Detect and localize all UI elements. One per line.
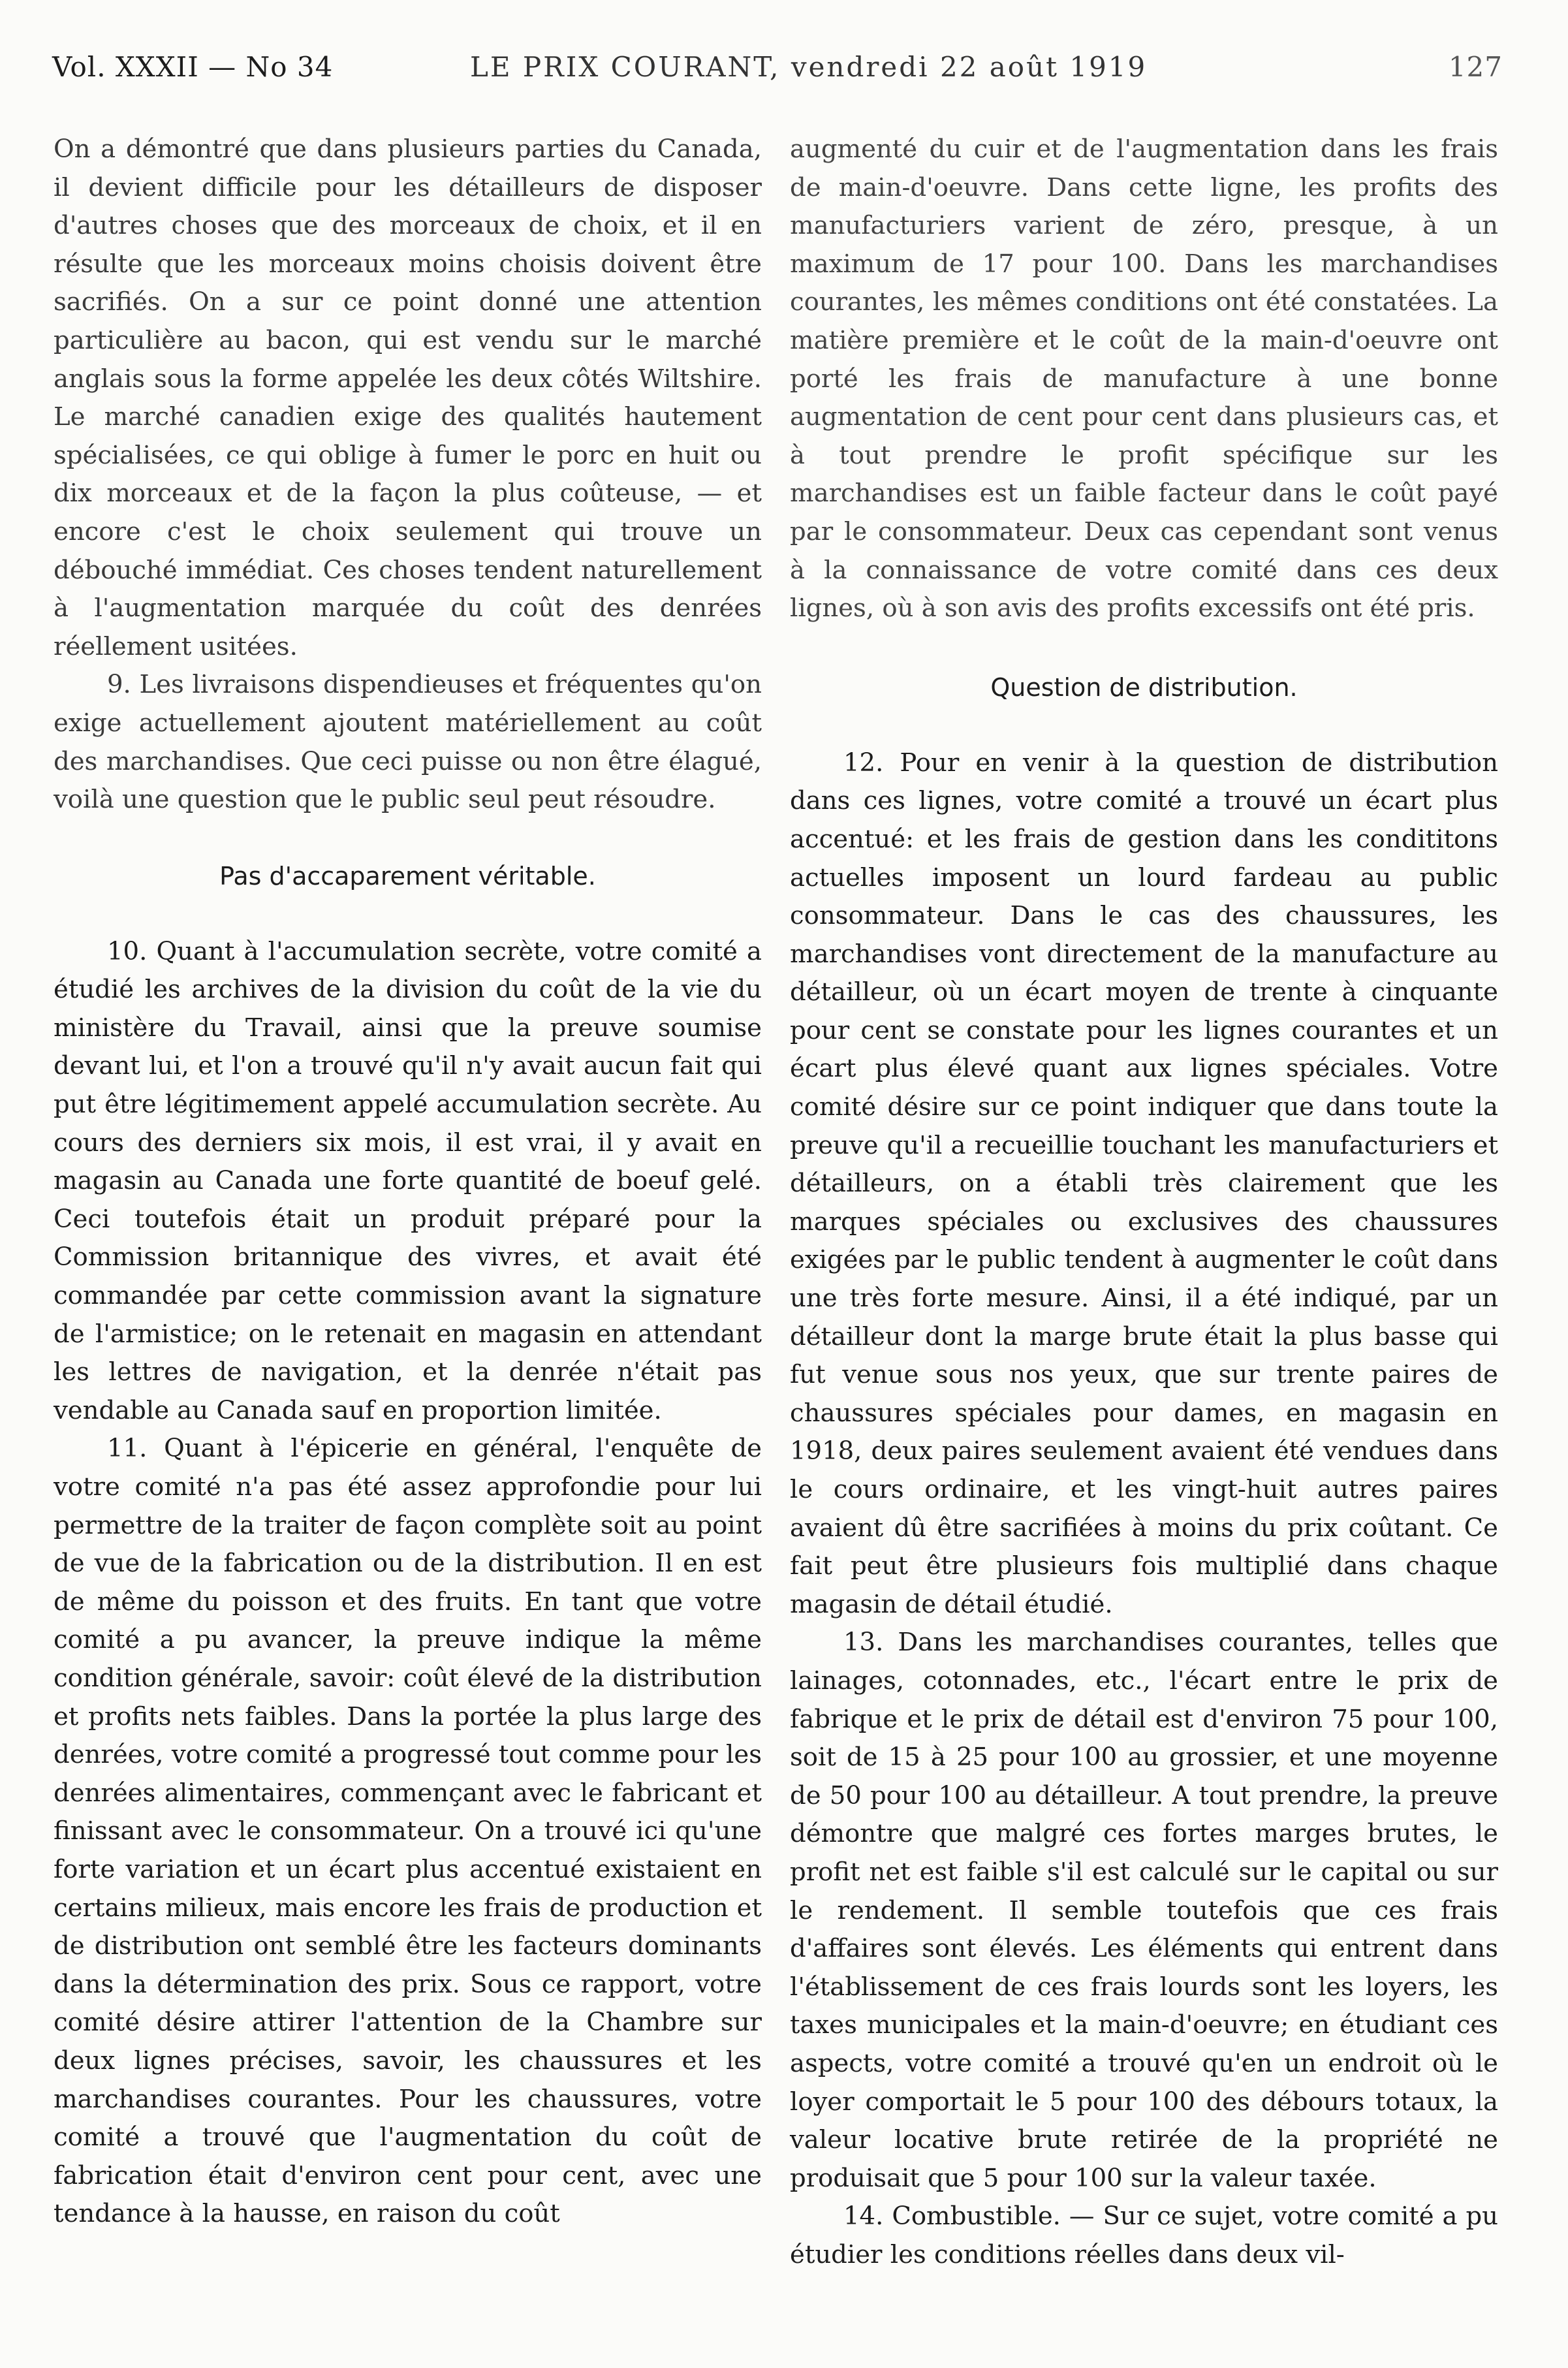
- page-number: 127: [1448, 51, 1503, 83]
- paragraph-12: 12. Pour en venir à la question de distribution dans ces lignes, votre comité a trouvé un écart plus accentué: et les frais de gestion dans les condititons actuelles imposent un lourd fardeau au public consommateur. Dans le cas des chaussures, les marchandises vont directement de la manufacture au détailleur, où un écart moyen de trente à cinquante pour cent se constate pour les lignes courantes et un écart plus élevé quant aux lignes spéciales. Votre comité désire sur ce point indiquer que dans toute la preuve qu'il a recueillie touchant les manufacturiers et détailleurs, on a établi très clairement que les marques spéciales ou exclusives des chaussures exigées par le public tendent à augmenter le coût dans une très forte mesure. Ainsi, il a été indiqué, par un détailleur dont la marge brute était la plus basse qui fut venue sous nos yeux, que sur trente paires de chaussures spéciales pour dames, en magasin en 1918, deux paires seulement avaient été vendues dans le cours ordinaire, et les vingt-huit autres paires avaient dû être sacrifiées à moins du prix coûtant. Ce fait peut être plusieurs fois multiplié dans chaque magasin de détail étudié.: [790, 748, 1498, 1619]
- page-header: [52, 51, 1503, 97]
- right-column: [790, 131, 1498, 2274]
- paragraph-14: 14. Combustible. — Sur ce sujet, votre comité a pu étudier les conditions réelles dans deux vil-: [790, 2202, 1498, 2269]
- volume-number: Vol. XXXII — No 34: [52, 51, 334, 83]
- paragraph-continued: augmenté du cuir et de l'augmentation dans les frais de main-d'oeuvre. Dans cette ligne, les profits des manufacturiers varient de zéro, presque, à un maximum de 17 pour 100. Dans les marchandises courantes, les mêmes conditions ont été constatées. La matière première et le coût de la main-d'oeuvre ont porté les frais de manufacture à une bonne augmentation de cent pour cent dans plusieurs cas, et à tout prendre le profit spécifique sur les marchandises est un faible facteur dans le coût payé par le consommateur. Deux cas cependant sont venus à la connaissance de votre comité dans ces deux lignes, où à son avis des profits excessifs ont été pris.: [790, 134, 1498, 624]
- left-column: [54, 131, 762, 2234]
- running-title: LE PRIX COURANT, vendredi 22 août 1919: [470, 51, 1148, 83]
- paragraph-11: 11. Quant à l'épicerie en général, l'enquête de votre comité n'a pas été assez approfondie pour lui permettre de la traiter de façon complète soit au point de vue de la fabrication ou de la distribution. Il en est de même du poisson et des fruits. En tant que votre comité a pu avancer, la preuve indique la même condition générale, savoir: coût élevé de la distribution et profits nets faibles. Dans la portée la plus large des denrées, votre comité a progressé tout comme pour les denrées alimentaires, commençant avec le fabricant et finissant avec le consommateur. On a trouvé ici qu'une forte variation et un écart plus accentué existaient en certains milieux, mais encore les frais de production et de distribution ont semblé être les facteurs dominants dans la détermination des prix. Sous ce rapport, votre comité désire attirer l'attention de la Chambre sur deux lignes précises, savoir, les chaussures et les marchandises courantes. Pour les chaussures, votre comité a trouvé que l'augmentation du coût de fabrication était d'environ cent pour cent, avec une tendance à la hausse, en raison du coût: [54, 1434, 762, 2229]
- paragraph-10: 10. Quant à l'accumulation secrète, votre comité a étudié les archives de la division du coût de la vie du ministère du Travail, ainsi que la preuve soumise devant lui, et l'on a trouvé qu'il n'y avait aucun fait qui put être légitimement appelé accumulation secrète. Au cours des derniers six mois, il est vrai, il y avait en magasin au Canada une forte quantité de boeuf gelé. Ceci toutefois était un produit préparé pour la Commission britannique des vivres, et avait été commandée par cette commission avant la signature de l'armistice; on le retenait en magasin en attendant les lettres de navigation, et la denrée n'était pas vendable au Canada sauf en proportion limitée.: [54, 936, 762, 1425]
- section-heading-distribution: Question de distribution.: [990, 672, 1298, 702]
- paragraph-intro: On a démontré que dans plusieurs parties du Canada, il devient difficile pour les détailleurs de disposer d'autres choses que des morceaux de choix, et il en résulte que les morceaux moins choisis doivent être sacrifiés. On a sur ce point donné une attention particulière au bacon, qui est vendu sur le marché anglais sous la forme appelée les deux côtés Wiltshire. Le marché canadien exige des qualités hautement spécialisées, ce qui oblige à fumer le porc en huit ou dix morceaux et de la façon la plus coûteuse, — et encore c'est le choix seulement qui trouve un débouché immédiat. Ces choses tendent naturellement à l'augmentation marquée du coût des denrées réellement usitées.: [54, 134, 762, 661]
- paragraph-9: 9. Les livraisons dispendieuses et fréquentes qu'on exige actuellement ajoutent matériellement au coût des marchandises. Que ceci puisse ou non être élagué, voilà une question que le public seul peut résoudre.: [54, 670, 762, 815]
- paragraph-13: 13. Dans les marchandises courantes, telles que lainages, cotonnades, etc., l'écart entre le prix de fabrique et le prix de détail est d'environ 75 pour 100, soit de 15 à 25 pour 100 au grossier, et une moyenne de 50 pour 100 au détailleur. A tout prendre, la preuve démontre que malgré ces fortes marges brutes, le profit net est faible s'il est calculé sur le capital ou sur le rendement. Il semble toutefois que ces frais d'affaires sont élevés. Les éléments qui entrent dans l'établissement de ces frais lourds sont les loyers, les taxes municipales et la main-d'oeuvre; en étudiant ces aspects, votre comité a trouvé qu'en un endroit où le loyer comportait le 5 pour 100 des débours totaux, la valeur locative brute retirée de la propriété ne produisait que 5 pour 100 sur la valeur taxée.: [790, 1628, 1498, 2193]
- section-heading-accaparement: Pas d'accaparement véritable.: [219, 861, 596, 891]
